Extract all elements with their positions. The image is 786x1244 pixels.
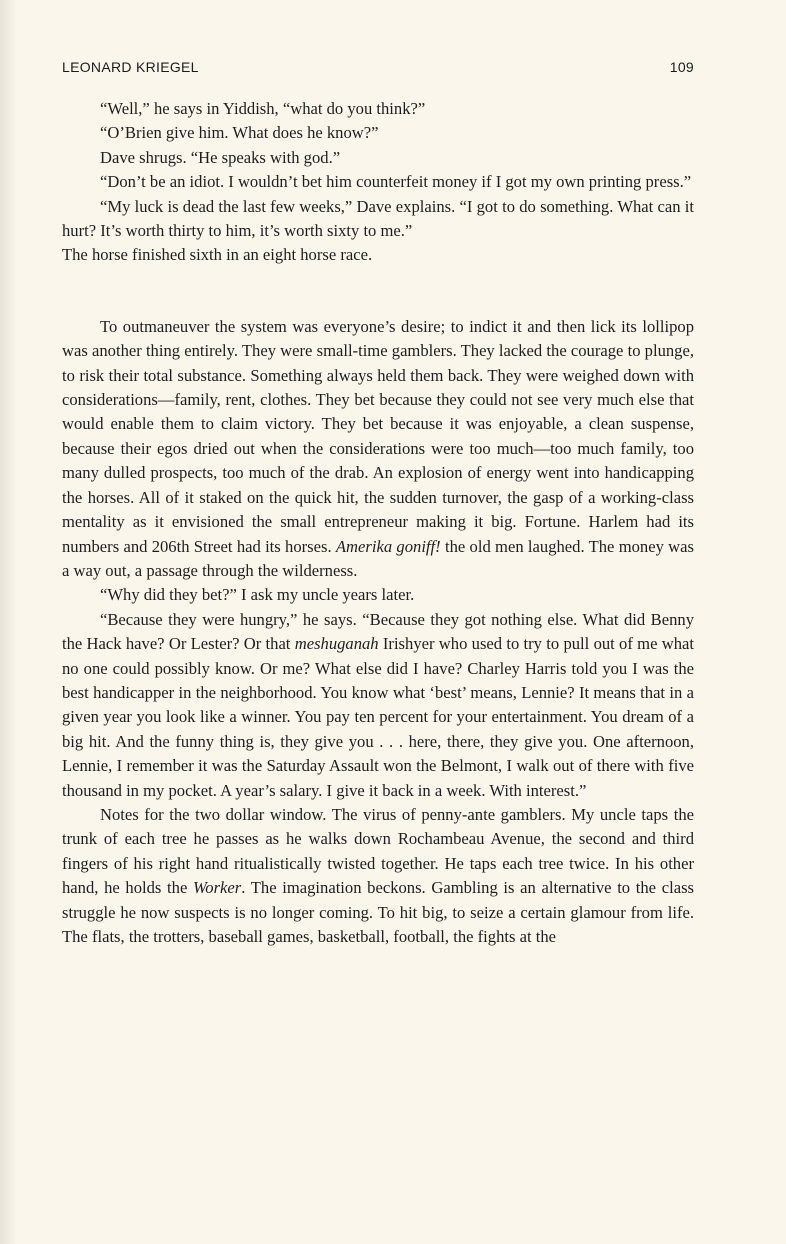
paragraph-9-text-b: Irishyer who used to try to pull out of me what no one could possibly know. Or me? What else did I have? Charley Harris told you I was the best handicapper in the neighborhood. You know what ‘best’ means, Lennie? It means that in a given year you look like a winner. You pay ten percent for your entertainment. You dream of a big hit. And the funny thing is, they give you . . . here, there, they give you. One afternoon, Lennie, I remember it was the Saturday Assault won the Belmont, I walk out of there with five thousand in my pocket. A year’s salary. I give it back in a week. With interest.”	[62, 634, 694, 800]
running-head	[62, 59, 694, 81]
paragraph-10-text-a: Notes for the two dollar window. The virus of penny-ante gamblers. My uncle taps the trunk of each tree he passes as he walks down Rochambeau Avenue, the second and third fingers of his right hand ritualistically twisted together. He taps each tree twice. In his other hand, he holds the	[62, 804, 694, 898]
paragraph-7-text-b: the old men laughed. The money was a way out, a passage through the wilderness.	[62, 536, 694, 580]
paragraph-8: “Why did they bet?” I ask my uncle years later.	[100, 585, 415, 605]
paragraph-7-italic: Amerika goniff!	[335, 536, 441, 556]
paragraph-9-italic: meshuganah	[294, 634, 379, 654]
paragraph-3: Dave shrugs. “He speaks with god.”	[100, 147, 341, 167]
paragraph-4: “Don’t be an idiot. I wouldn’t bet him counterfeit money if I got my own printing press.”	[100, 172, 692, 192]
paragraph-10-italic: Worker	[193, 878, 242, 898]
paragraph-9-text-a: “Because they were hungry,” he says. “Because they got nothing else. What did Benny the Hack have? Or Lester? Or that	[62, 609, 694, 654]
paragraph-7	[62, 315, 694, 583]
paragraph-2: “O’Brien give him. What does he know?”	[100, 123, 379, 143]
paragraph-10	[62, 803, 694, 949]
paragraph-9	[62, 608, 694, 803]
paragraph-5: “My luck is dead the last few weeks,” Dave explains. “I got to do something. What can it hurt? It’s worth thirty to him, it’s worth sixty to me.”	[62, 196, 694, 241]
page-number: 109	[669, 59, 694, 75]
paragraph-6: The horse finished sixth in an eight horse race.	[62, 245, 373, 265]
body-text	[62, 97, 694, 949]
running-head-author: LEONARD KRIEGEL	[62, 59, 199, 75]
paragraph-1: “Well,” he says in Yiddish, “what do you think?”	[100, 99, 426, 118]
paragraph-7-text-a: To outmaneuver the system was everyone’s desire; to indict it and then lick its lollipop was another thing entirely. They were small-time gamblers. They lacked the courage to plunge, to risk their total substance. Something always held them back. They were weighed down with considerations—family, rent, clothes. They bet because they could not see very much else that would enable them to claim victory. They bet because it was enjoyable, a clean suspense, because their egos dried out when the considerations were too much—too much family, too many dulled prospects, too much of the drab. An explosion of energy went into handicapping the horses. All of it staked on the quick hit, the sudden turnover, the gasp of a working-class mentality as it envisioned the small entrepreneur making it big. Fortune. Harlem had its numbers and 206th Street had its horses.	[62, 316, 694, 556]
paragraph-10-text-b: . The imagination beckons. Gambling is an alternative to the class struggle he now suspects is no longer coming. To hit big, to seize a certain glamour from life. The flats, the trotters, baseball games, basketball, football, the fights at the	[62, 878, 694, 946]
